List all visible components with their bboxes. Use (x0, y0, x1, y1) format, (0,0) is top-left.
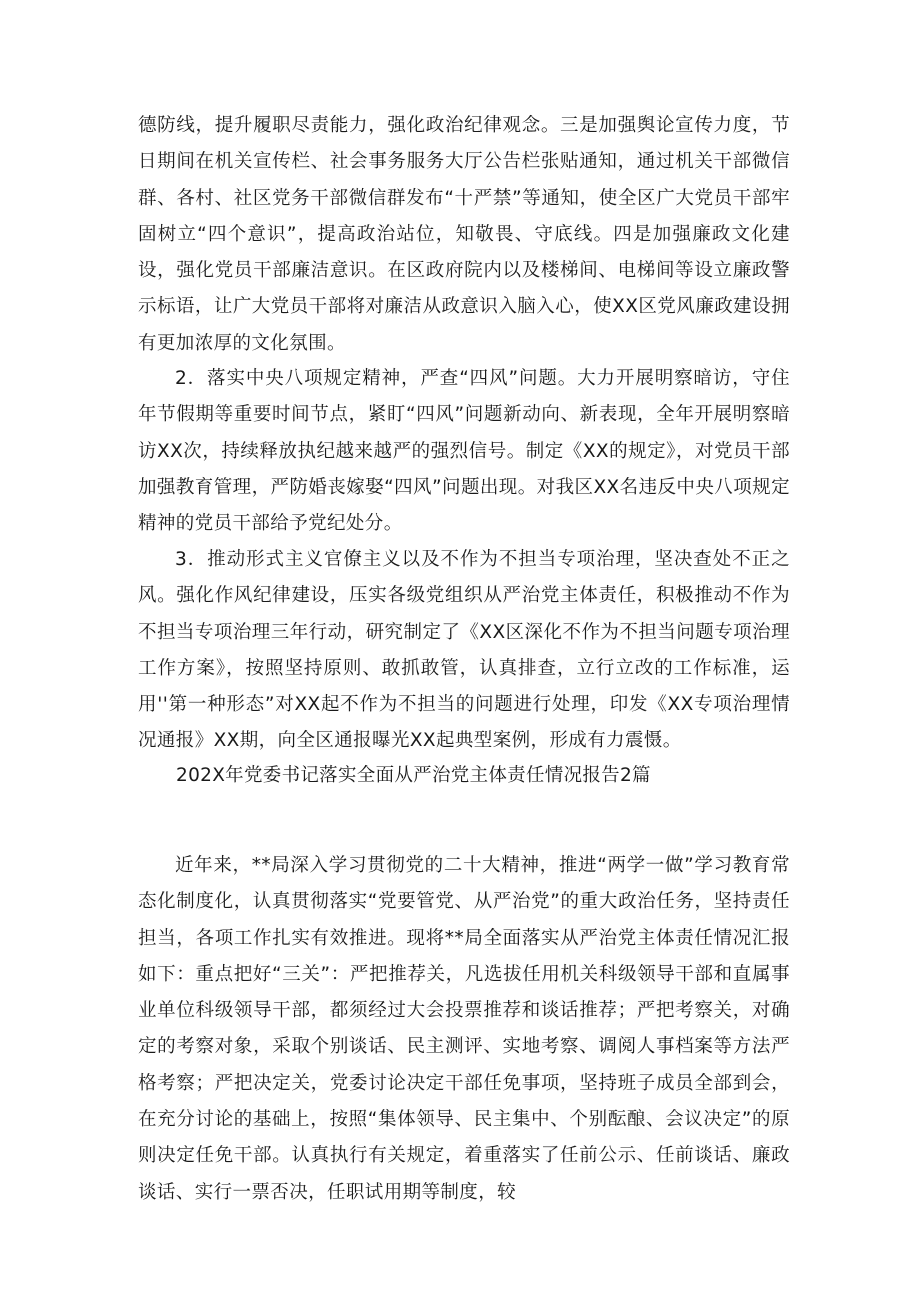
paragraph-continued: 德防线，提升履职尽责能力，强化政治纪律观念。三是加强舆论宣传力度，节日期间在机关宣传栏、社会事务服务大厅公告栏张贴通知，通过机关干部微信群、各村、社区党务干部微信群发布“十严禁”等通知，使全区广大党员干部牢固树立“四个意识”，提高政治站位，知敬畏、守底线。四是加强廉政文化建设，强化党员干部廉洁意识。在区政府院内以及楼梯间、电梯间等设立廉政警示标语，让广大党员干部将对廉洁从政意识入脑入心，使XX区党风廉政建设拥有更加浓厚的文化氛围。 (138, 115, 790, 354)
paragraph-item-3: 3．推动形式主义官僚主义以及不作为不担当专项治理，坚决查处不正之风。强化作风纪律建设，压实各级党组织从严治党主体责任，积极推动不作为不担当专项治理三年行动，研究制定了《XX区深化不作为不担当问题专项治理工作方案》，按照坚持原则、敢抓敢管，认真排查，立行立改的工作标准，运用''第一种形态”对XX起不作为不担当的问题进行处理，印发《XX专项治理情况通报》XX期，向全区通报曝光XX起典型案例，形成有力震慑。 (138, 549, 790, 752)
section-heading: 202X年党委书记落实全面从严治党主体责任情况报告2篇 (176, 765, 651, 786)
paragraph-item-2: 2．落实中央八项规定精神，严查“四风”问题。大力开展明察暗访，守住年节假期等重要时间节点，紧盯“四风”问题新动向、新表现，全年开展明察暗访XX次，持续释放执纪越来越严的强烈信号。制定《XX的规定》，对党员干部加强教育管理，严防婚丧嫁娶“四风”问题出现。对我区XX名违反中央八项规定精神的党员干部给予党纪处分。 (138, 368, 790, 535)
paragraph-intro: 近年来，**局深入学习贯彻党的二十大精神，推进“两学一做”学习教育常态化制度化，认真贯彻落实“党要管党、从严治党”的重大政治任务，坚持责任担当，各项工作扎实有效推进。现将**局全面落实从严治党主体责任情况汇报如下：重点把好“三关”：严把推荐关，凡选拔任用机关科级领导干部和直属事业单位科级领导干部，都须经过大会投票推荐和谈话推荐；严把考察关，对确定的考察对象，采取个别谈话、民主测评、实地考察、调阅人事档案等方法严格考察；严把决定关，党委讨论决定干部任免事项，坚持班子成员全部到会，在充分讨论的基础上，按照“集体领导、民主集中、个别酝酿、会议决定”的原则决定任免干部。认真执行有关规定，着重落实了任前公示、任前谈话、廉政谈话、实行一票否决，任职试用期等制度，较 (138, 855, 790, 1203)
